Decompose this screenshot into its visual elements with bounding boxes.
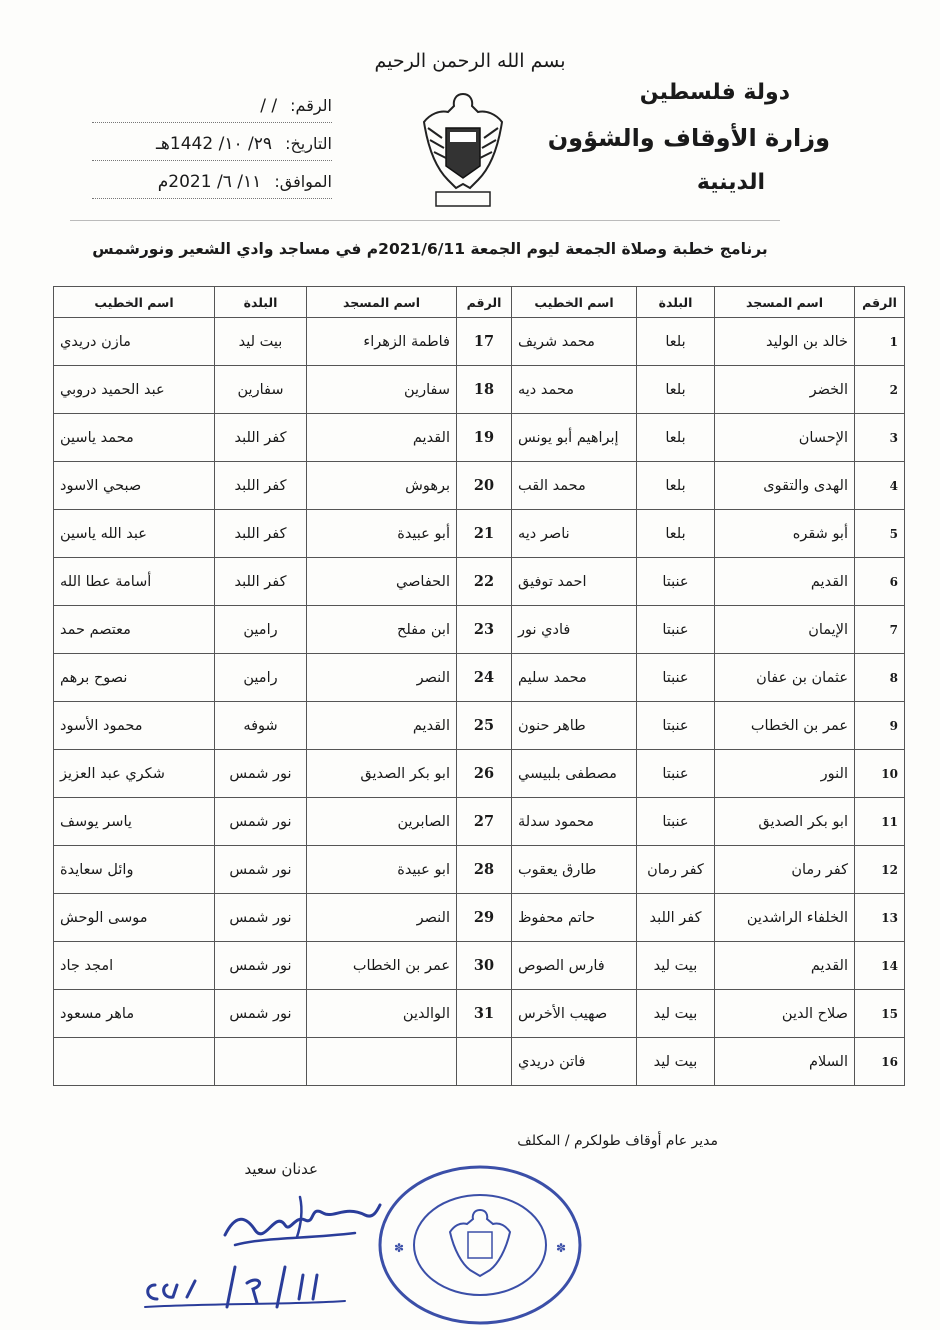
khatib-name: نصوح برهم [54, 654, 215, 702]
palestine-eagle-emblem-icon [418, 88, 508, 213]
row-number: 23 [457, 606, 512, 654]
town-name: بلعا [637, 318, 715, 366]
khatib-name: فارس الصوص [512, 942, 637, 990]
signature-icon [205, 1175, 385, 1265]
row-number: 4 [855, 462, 905, 510]
table-row [54, 1038, 905, 1086]
org-ministry-name-cont: الدينية [696, 170, 765, 195]
town-name: نور شمس [215, 798, 307, 846]
mosque-name: الإحسان [715, 414, 855, 462]
khatib-name: عبد الحميد دروبي [54, 366, 215, 414]
header-town: البلدة [215, 287, 307, 318]
table-row [54, 750, 905, 798]
town-name: رامين [215, 606, 307, 654]
row-number: 28 [457, 846, 512, 894]
row-number: 31 [457, 990, 512, 1038]
row-number: 22 [457, 558, 512, 606]
khatib-name: شكري عبد العزيز [54, 750, 215, 798]
town-name: نور شمس [215, 846, 307, 894]
mosque-name: الوالدين [307, 990, 457, 1038]
town-name: بلعا [637, 366, 715, 414]
table-row [54, 318, 905, 366]
mosque-name: القديم [307, 702, 457, 750]
khatib-name: طارق يعقوب [512, 846, 637, 894]
row-number: 18 [457, 366, 512, 414]
mosque-name: الهدى والتقوى [715, 462, 855, 510]
town-name: عنبتا [637, 606, 715, 654]
town-name: نور شمس [215, 750, 307, 798]
khatib-name: ياسر يوسف [54, 798, 215, 846]
dotted-line [92, 122, 332, 123]
gregorian-date-value: ١١/ ٦/ 2021م [157, 172, 262, 192]
mosque-name: القديم [307, 414, 457, 462]
signatory-title: مدير عام أوقاف طولكرم / المكلف [517, 1133, 718, 1149]
row-number: 26 [457, 750, 512, 798]
table-row [54, 366, 905, 414]
khatib-name: محمود سدلة [512, 798, 637, 846]
row-number: 11 [855, 798, 905, 846]
header-divider [70, 220, 780, 221]
basmala: بسم الله الرحمن الرحيم [374, 50, 566, 72]
row-number: 12 [855, 846, 905, 894]
mosque-name: النصر [307, 654, 457, 702]
row-number: 30 [457, 942, 512, 990]
khatib-name: محمد شريف [512, 318, 637, 366]
khatib-name: محمد سليم [512, 654, 637, 702]
khatib-name [54, 1038, 215, 1086]
khatib-name: مصطفى بلبيسي [512, 750, 637, 798]
row-number: 14 [855, 942, 905, 990]
table-row [54, 798, 905, 846]
hijri-date [156, 134, 332, 154]
row-number: 25 [457, 702, 512, 750]
row-number: 2 [855, 366, 905, 414]
row-number [457, 1038, 512, 1086]
mosque-name: عثمان بن عفان [715, 654, 855, 702]
header-num: الرقم [457, 287, 512, 318]
mosque-name: الإيمان [715, 606, 855, 654]
town-name: كفر اللبد [637, 894, 715, 942]
table-row [54, 606, 905, 654]
town-name: نور شمس [215, 942, 307, 990]
mosque-name: الصابرين [307, 798, 457, 846]
mosque-name: الحفاصي [307, 558, 457, 606]
khatib-name: فادي نور [512, 606, 637, 654]
hijri-date-label: التاريخ: [285, 134, 332, 153]
town-name [215, 1038, 307, 1086]
mosque-name: كفر رمان [715, 846, 855, 894]
khatib-name: وائل سعايدة [54, 846, 215, 894]
mosque-name: الخضر [715, 366, 855, 414]
row-number: 3 [855, 414, 905, 462]
khatib-name: محمد ديه [512, 366, 637, 414]
khatib-name: محمد القب [512, 462, 637, 510]
document-title: برنامج خطبة وصلاة الجمعة ليوم الجمعة 2021/6/11م في مساجد وادي الشعير ونورشمس [92, 240, 768, 258]
town-name: كفر اللبد [215, 510, 307, 558]
khatib-name: صهيب الأخرس [512, 990, 637, 1038]
khatib-name: حاتم محفوظ [512, 894, 637, 942]
table-row [54, 414, 905, 462]
mosque-name: صلاح الدين [715, 990, 855, 1038]
mosque-name: أبو عبيدة [307, 510, 457, 558]
header-khatib: اسم الخطيب [512, 287, 637, 318]
mosque-name: خالد بن الوليد [715, 318, 855, 366]
row-number: 20 [457, 462, 512, 510]
row-number: 9 [855, 702, 905, 750]
town-name: عنبتا [637, 702, 715, 750]
khatib-name: معتصم حمد [54, 606, 215, 654]
hijri-date-value: ٢٩/ ١٠/ 1442هـ [155, 134, 272, 154]
header-khatib: اسم الخطيب [54, 287, 215, 318]
table-row [54, 894, 905, 942]
mosque-name: القديم [715, 558, 855, 606]
town-name: بيت ليد [637, 942, 715, 990]
org-state-name: دولة فلسطين [639, 80, 790, 105]
mosque-name: ابو عبيدة [307, 846, 457, 894]
mosque-name: عمر بن الخطاب [307, 942, 457, 990]
khatib-name: فاتن دريدي [512, 1038, 637, 1086]
table-row [54, 654, 905, 702]
town-name: نور شمس [215, 990, 307, 1038]
khatib-name: محمد ياسين [54, 414, 215, 462]
mosque-name [307, 1038, 457, 1086]
row-number: 1 [855, 318, 905, 366]
khatib-name: احمد توفيق [512, 558, 637, 606]
khatib-name: ماهر مسعود [54, 990, 215, 1038]
table-row [54, 990, 905, 1038]
khatib-name: إبراهيم أبو يونس [512, 414, 637, 462]
mosque-name: ابو بكر الصديق [307, 750, 457, 798]
khatib-name: امجد جاد [54, 942, 215, 990]
town-name: نور شمس [215, 894, 307, 942]
signatory-name: عدنان سعيد [244, 1160, 318, 1178]
row-number: 21 [457, 510, 512, 558]
town-name: كفر اللبد [215, 558, 307, 606]
row-number: 6 [855, 558, 905, 606]
table-row [54, 942, 905, 990]
header-num: الرقم [855, 287, 905, 318]
header-mosque: اسم المسجد [307, 287, 457, 318]
row-number: 10 [855, 750, 905, 798]
table-row [54, 846, 905, 894]
mosque-name: الخلفاء الراشدين [715, 894, 855, 942]
official-stamp-icon [370, 1160, 590, 1330]
table-row [54, 462, 905, 510]
row-number: 5 [855, 510, 905, 558]
table-row [54, 510, 905, 558]
khatib-name: ناصر ديه [512, 510, 637, 558]
mosque-name: سفارين [307, 366, 457, 414]
town-name: بلعا [637, 510, 715, 558]
table-row [54, 558, 905, 606]
mosque-name: عمر بن الخطاب [715, 702, 855, 750]
ref-number-label: الرقم: [290, 96, 332, 115]
mosque-name: النصر [307, 894, 457, 942]
khatib-name: أسامة عطا الله [54, 558, 215, 606]
org-ministry-name: وزارة الأوقاف والشؤون [547, 124, 830, 152]
mosque-name: أبو شقره [715, 510, 855, 558]
town-name: كفر رمان [637, 846, 715, 894]
row-number: 8 [855, 654, 905, 702]
header-town: البلدة [637, 287, 715, 318]
dotted-line [92, 198, 332, 199]
town-name: شوفه [215, 702, 307, 750]
mosque-name: القديم [715, 942, 855, 990]
table-header-row [54, 287, 905, 318]
town-name: بلعا [637, 414, 715, 462]
row-number: 29 [457, 894, 512, 942]
table-row [54, 702, 905, 750]
khatib-name: طاهر حنون [512, 702, 637, 750]
row-number: 17 [457, 318, 512, 366]
town-name: بلعا [637, 462, 715, 510]
town-name: بيت ليد [637, 990, 715, 1038]
ref-number [260, 96, 332, 116]
khatib-name: مازن دريدي [54, 318, 215, 366]
town-name: بيت ليد [637, 1038, 715, 1086]
khatib-name: موسى الوحش [54, 894, 215, 942]
row-number: 27 [457, 798, 512, 846]
town-name: رامين [215, 654, 307, 702]
mosque-name: ابن مفلح [307, 606, 457, 654]
khatib-name: صبحي الاسود [54, 462, 215, 510]
town-name: كفر اللبد [215, 414, 307, 462]
mosque-name: برهوش [307, 462, 457, 510]
mosque-name: ابو بكر الصديق [715, 798, 855, 846]
row-number: 24 [457, 654, 512, 702]
town-name: عنبتا [637, 558, 715, 606]
town-name: عنبتا [637, 654, 715, 702]
schedule-table [53, 286, 905, 1086]
mosque-name: فاطمة الزهراء [307, 318, 457, 366]
svg-text:✽: ✽ [556, 1241, 567, 1255]
svg-text:✽: ✽ [394, 1241, 405, 1255]
row-number: 7 [855, 606, 905, 654]
ref-number-value: / / [260, 96, 278, 116]
gregorian-date [158, 172, 332, 192]
mosque-name: النور [715, 750, 855, 798]
gregorian-date-label: الموافق: [274, 172, 332, 191]
town-name: عنبتا [637, 750, 715, 798]
town-name: بيت ليد [215, 318, 307, 366]
town-name: كفر اللبد [215, 462, 307, 510]
row-number: 13 [855, 894, 905, 942]
header-mosque: اسم المسجد [715, 287, 855, 318]
mosque-name: السلام [715, 1038, 855, 1086]
khatib-name: محمود الأسود [54, 702, 215, 750]
row-number: 16 [855, 1038, 905, 1086]
town-name: سفارين [215, 366, 307, 414]
town-name: عنبتا [637, 798, 715, 846]
handwritten-date [135, 1255, 355, 1315]
row-number: 15 [855, 990, 905, 1038]
khatib-name: عبد الله ياسين [54, 510, 215, 558]
dotted-line [92, 160, 332, 161]
row-number: 19 [457, 414, 512, 462]
